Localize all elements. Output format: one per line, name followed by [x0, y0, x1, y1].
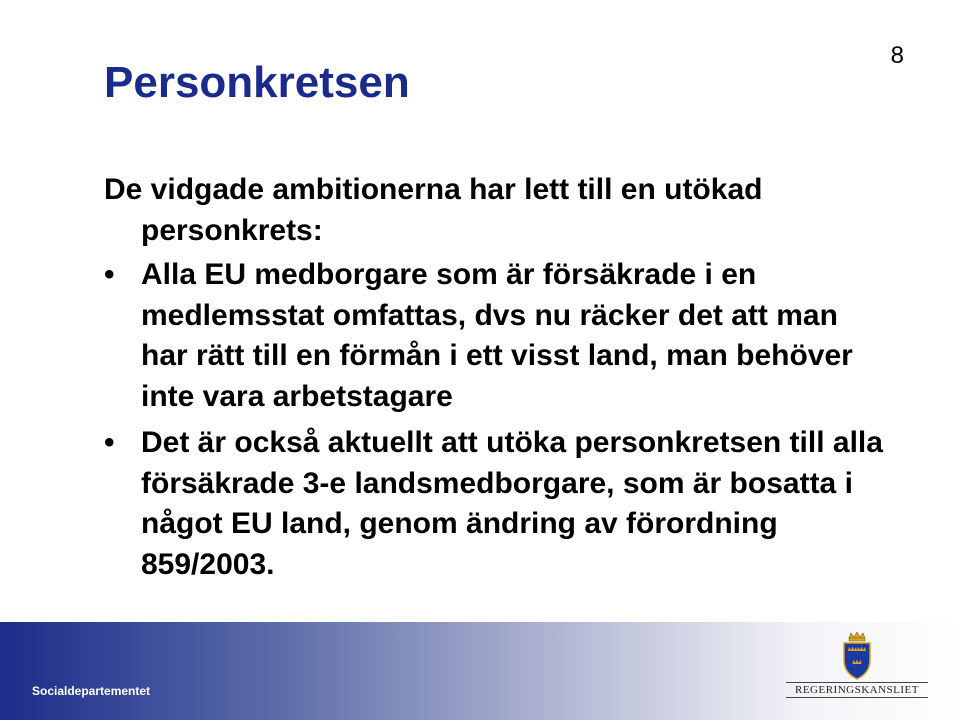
slide-number: 8 [890, 42, 904, 69]
slide-body [104, 170, 884, 591]
bullet-text: Alla EU medborgare som är försäkrade i en medlemsstat omfattas, dvs nu räcker det att man har rätt till en förmån i ett visst land, man behöver inte vara arbetstagare [141, 258, 853, 413]
slide-title: Personkretsen [104, 58, 410, 107]
bullet-item [104, 255, 884, 417]
bullet-marker: • [104, 426, 115, 459]
bullet-text: Det är också aktuellt att utöka personkretsen till alla försäkrade 3-e landsmedborgare, som är bosatta i något EU land, genom ändring av förordning 859/2003. [141, 426, 883, 581]
bullet-marker: • [104, 258, 115, 291]
logo-text: REGERINGSKANSLIET [786, 682, 928, 698]
department-label: Socialdepartementet [32, 684, 151, 698]
three-crowns-emblem-icon [840, 632, 874, 680]
bullet-list [104, 255, 884, 585]
intro-text: De vidgade ambitionerna har lett till en utökad personkrets: [104, 173, 763, 247]
regeringskansliet-logo [786, 632, 930, 700]
bullet-item [104, 423, 884, 585]
